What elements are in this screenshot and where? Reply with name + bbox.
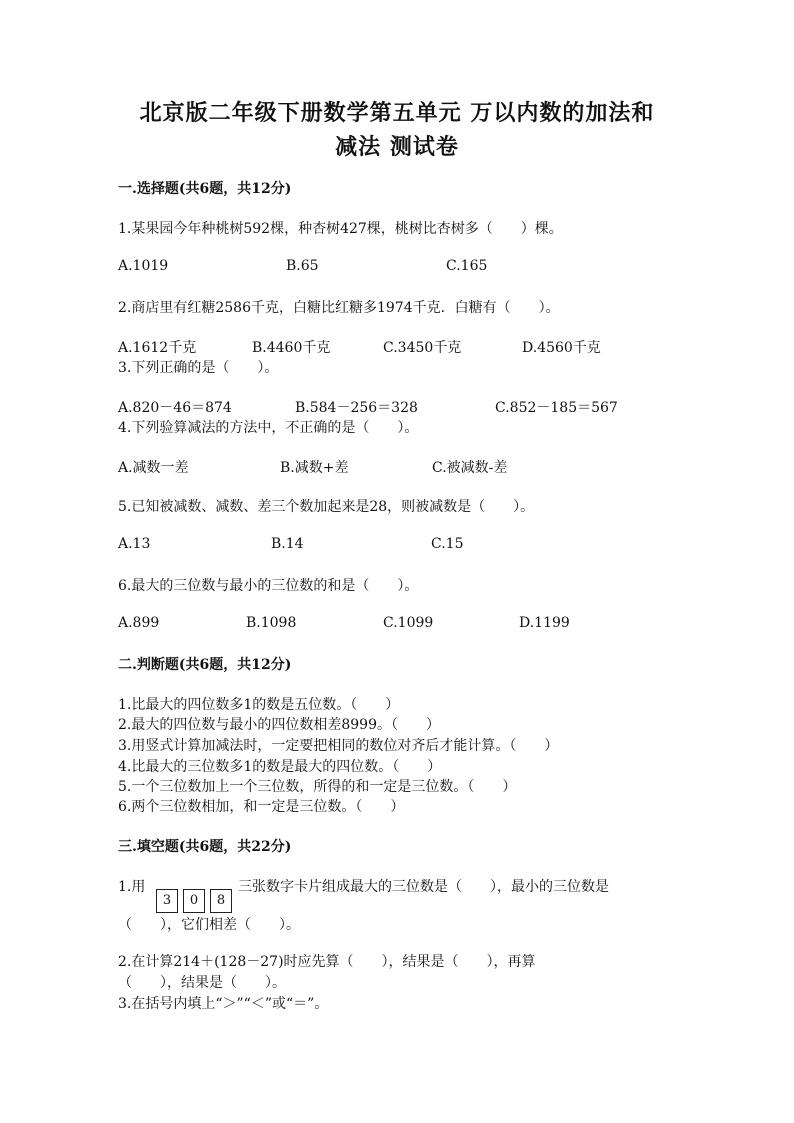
option: B.减数+差 bbox=[280, 460, 349, 476]
question-text: 2.在计算214＋(128－27)时应先算（ ），结果是（ ），再算 bbox=[118, 954, 536, 970]
judgement-item: 4.比最大的三位数多1的数是最大的四位数。（ ） bbox=[118, 759, 442, 775]
option: B.1098 bbox=[246, 615, 297, 631]
question-text: （ ），结果是（ ）。 bbox=[118, 975, 286, 991]
option: A.减数一差 bbox=[118, 460, 189, 476]
question-text: 3.在括号内填上“＞”“＜”或“＝”。 bbox=[118, 996, 329, 1012]
option: A.820－46＝874 bbox=[118, 400, 232, 416]
option: D.1199 bbox=[519, 615, 570, 631]
question-text: （ ），它们相差（ ）。 bbox=[118, 917, 300, 933]
judgement-item: 5.一个三位数加上一个三位数，所得的和一定是三位数。（ ） bbox=[118, 779, 517, 795]
question-text: 3.下列正确的是（ ）。 bbox=[118, 360, 279, 376]
option: B.14 bbox=[271, 536, 304, 552]
question-text: 6.最大的三位数与最小的三位数的和是（ ）。 bbox=[118, 578, 419, 594]
option: B.4460千克 bbox=[252, 340, 331, 356]
option: A.1612千克 bbox=[118, 340, 197, 356]
section-heading-fill: 三.填空题(共6题，共22分) bbox=[118, 839, 292, 855]
page-title-line1: 北京版二年级下册数学第五单元 万以内数的加法和 bbox=[139, 100, 655, 126]
option: A.13 bbox=[118, 536, 151, 552]
option: C.被减数-差 bbox=[432, 460, 508, 476]
option: B.65 bbox=[286, 258, 319, 274]
judgement-item: 2.最大的四位数与最小的四位数相差8999。（ ） bbox=[118, 717, 440, 733]
question-text: 1.某果园今年种桃树592棵，种杏树427棵，桃树比杏树多（ ）棵。 bbox=[118, 221, 563, 237]
question-text: 5.已知被减数、减数、差三个数加起来是28，则被减数是（ ）。 bbox=[118, 499, 535, 515]
question-text: 三张数字卡片组成最大的三位数是（ ），最小的三位数是 bbox=[238, 879, 609, 895]
section-heading-choice: 一.选择题(共6题，共12分) bbox=[118, 181, 292, 197]
digit-card: 3 bbox=[156, 889, 178, 913]
section-heading-judgement: 二.判断题(共6题，共12分) bbox=[118, 657, 292, 673]
judgement-item: 3.用竖式计算加减法时，一定要把相同的数位对齐后才能计算。（ ） bbox=[118, 738, 559, 754]
option: C.852－185＝567 bbox=[495, 400, 618, 416]
digit-card: 0 bbox=[183, 889, 205, 913]
option: C.1099 bbox=[383, 615, 434, 631]
option: B.584－256＝328 bbox=[295, 400, 418, 416]
judgement-item: 1.比最大的四位数多1的数是五位数。（ ） bbox=[118, 697, 400, 713]
page-title-line2: 减法 测试卷 bbox=[335, 134, 459, 160]
option: C.3450千克 bbox=[383, 340, 462, 356]
question-text: 4.下列验算减法的方法中，不正确的是（ ）。 bbox=[118, 420, 419, 436]
option: C.15 bbox=[431, 536, 464, 552]
option: C.165 bbox=[446, 258, 488, 274]
option: D.4560千克 bbox=[522, 340, 601, 356]
option: A.1019 bbox=[118, 258, 169, 274]
judgement-item: 6.两个三位数相加，和一定是三位数。（ ） bbox=[118, 799, 405, 815]
question-text: 1.用 bbox=[118, 879, 146, 895]
option: A.899 bbox=[118, 615, 160, 631]
digit-card: 8 bbox=[210, 889, 232, 913]
question-text: 2.商店里有红糖2586千克，白糖比红糖多1974千克．白糖有（ ）。 bbox=[118, 300, 560, 316]
